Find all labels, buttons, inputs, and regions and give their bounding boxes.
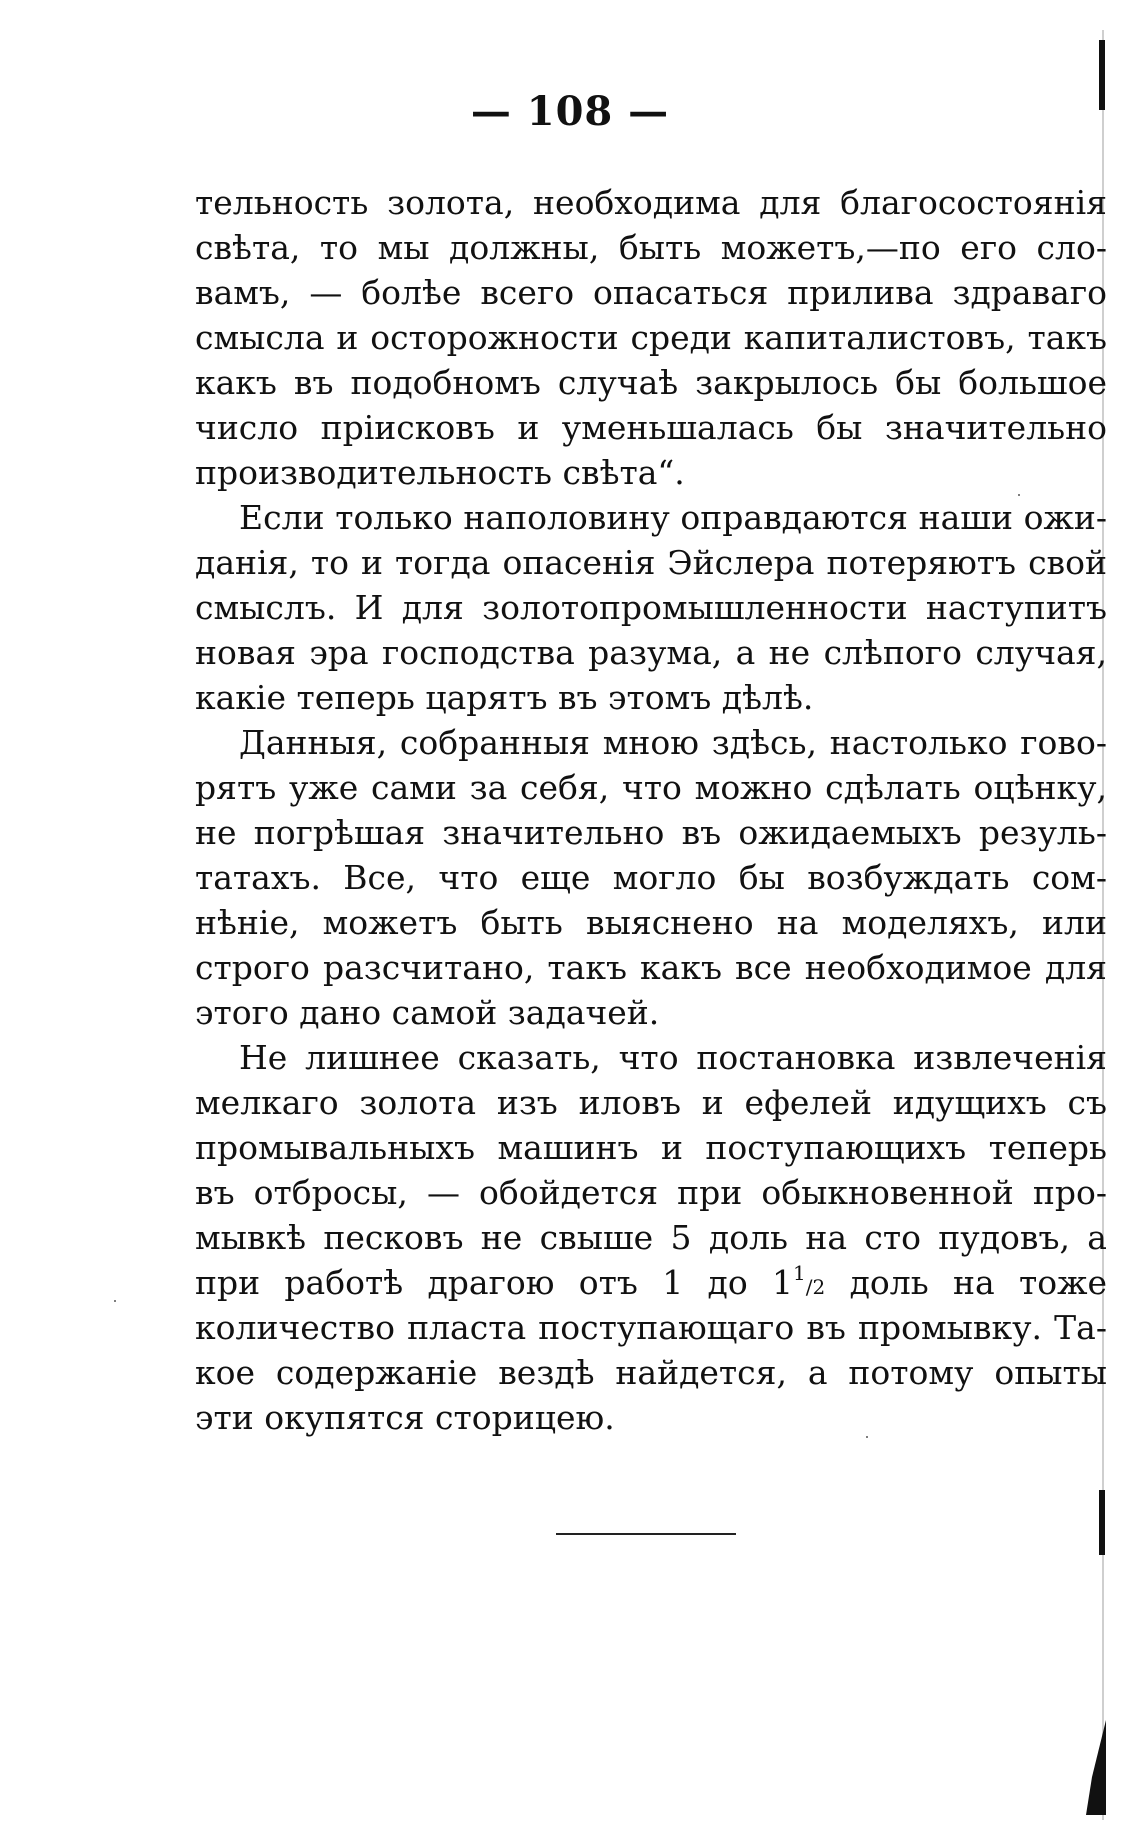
text-line: свѣта, то мы должны, быть можетъ,—по его сло- bbox=[195, 228, 1107, 267]
paragraph bbox=[195, 720, 1107, 1035]
fraction-denominator: /2 bbox=[805, 1275, 826, 1299]
text-line: въ отбросы, — обойдется при обыкновенной про- bbox=[195, 1173, 1107, 1212]
text-line: кое содержаніе вездѣ найдется, а потому опыты bbox=[195, 1353, 1107, 1392]
text-line: Данныя, собранныя мною здѣсь, настолько гово- bbox=[239, 723, 1107, 762]
text-line: смыслъ. И для золотопромышленности наступитъ bbox=[195, 588, 1107, 627]
text-line: мывкѣ песковъ не свыше 5 доль на сто пудовъ, а bbox=[195, 1218, 1107, 1257]
text-line: Если только наполовину оправдаются наши ожи- bbox=[239, 498, 1107, 537]
text-line: производительность свѣта“. bbox=[195, 453, 685, 492]
text-line: данія, то и тогда опасенія Эйслера потеряютъ свой bbox=[195, 543, 1107, 582]
edge-ink-mark bbox=[1086, 1720, 1106, 1815]
text-line: новая эра господства разума, а не слѣпого случая, bbox=[195, 633, 1107, 672]
edge-ink-mark bbox=[1099, 1490, 1105, 1555]
text-line: татахъ. Все, что еще могло бы возбуждать сом- bbox=[195, 858, 1107, 897]
text-line: какъ въ подобномъ случаѣ закрылось бы большое bbox=[195, 363, 1107, 402]
text-line: нѣніе, можетъ быть выяснено на моделяхъ, или bbox=[195, 903, 1107, 942]
text-line: смысла и осторожности среди капиталистовъ, такъ bbox=[195, 318, 1107, 357]
page-number: — 108 — bbox=[470, 88, 670, 135]
text-line: количество пласта поступающаго въ промывку. Та- bbox=[195, 1308, 1107, 1347]
fraction-numerator: 1 bbox=[793, 1261, 806, 1285]
text-line: мелкаго золота изъ иловъ и ефелей идущихъ съ bbox=[195, 1083, 1107, 1122]
paper-speck bbox=[114, 1300, 116, 1302]
text-line: вамъ, — болѣе всего опасаться прилива здраваго bbox=[195, 273, 1107, 312]
text-line-with-fraction bbox=[195, 1260, 1107, 1305]
paragraph bbox=[195, 1035, 1107, 1440]
paragraph bbox=[195, 180, 1107, 495]
text-line: какіе теперь царятъ въ этомъ дѣлѣ. bbox=[195, 678, 814, 717]
text-line: не погрѣшая значительно въ ожидаемыхъ резуль- bbox=[195, 813, 1107, 852]
text-line: промывальныхъ машинъ и поступающихъ теперь bbox=[195, 1128, 1107, 1167]
section-end-rule bbox=[556, 1533, 736, 1535]
text-line: строго разсчитано, такъ какъ все необходимое для bbox=[195, 948, 1107, 987]
text-line: эти окупятся сторицею. bbox=[195, 1398, 615, 1437]
fraction-line-end: доль на тоже bbox=[825, 1263, 1108, 1302]
paragraph bbox=[195, 495, 1107, 720]
text-line: Не лишнее сказать, что постановка извлеченія bbox=[239, 1038, 1107, 1077]
text-line: рятъ уже сами за себя, что можно сдѣлать оцѣнку, bbox=[195, 768, 1107, 807]
text-line: тельность золота, необходима для благосостоянія bbox=[195, 183, 1107, 222]
fraction-line-start: при работѣ драгою отъ 1 до 1 bbox=[195, 1263, 794, 1302]
body-text bbox=[195, 180, 1107, 1440]
text-line: число пріисковъ и уменьшалась бы значительно bbox=[195, 408, 1107, 447]
text-line: этого дано самой задачей. bbox=[195, 993, 660, 1032]
